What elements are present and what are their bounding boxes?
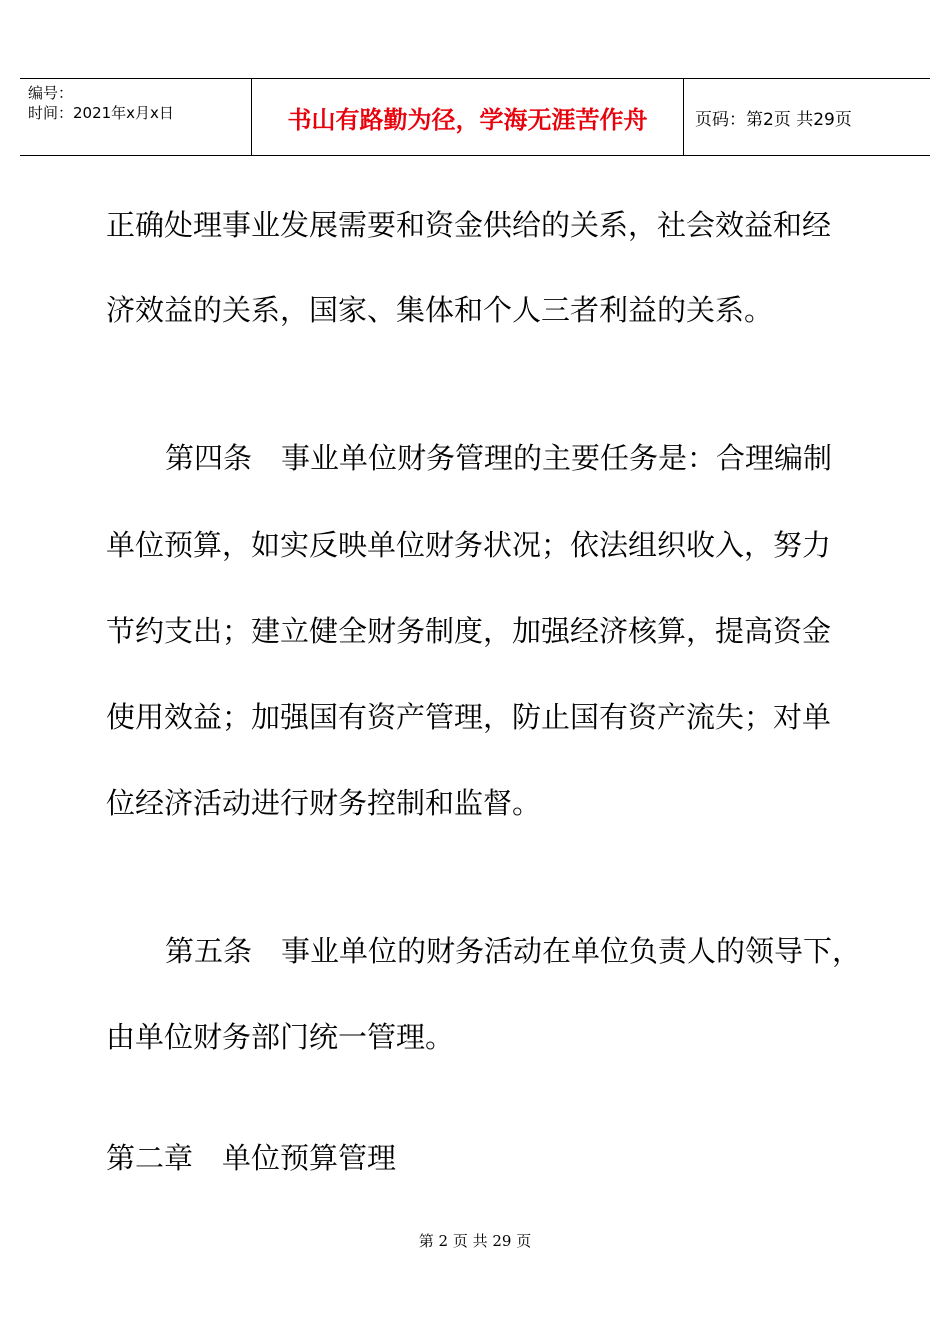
article-4-heading-line: 第四条 事业单位财务管理的主要任务是：合理编制 (165, 441, 833, 475)
header-page-number: 页码：第2页 共29页 (695, 109, 852, 130)
paragraph-line: 节约支出；建立健全财务制度，加强经济核算，提高资金 (106, 614, 832, 648)
header-page-cell (684, 79, 930, 155)
header-motto-cell (252, 79, 684, 155)
paragraph-line: 正确处理事业发展需要和资金供给的关系，社会效益和经 (106, 208, 832, 242)
page-footer (0, 1230, 950, 1251)
page-header (20, 78, 930, 156)
paragraph-line: 单位预算，如实反映单位财务状况；依法组织收入，努力 (106, 528, 832, 562)
header-meta (20, 79, 252, 155)
footer-page-number: 第 2 页 共 29 页 (418, 1232, 532, 1250)
paragraph-line: 使用效益；加强国有资产管理，防止国有资产流失；对单 (106, 700, 832, 734)
chapter-heading: 第二章 单位预算管理 (106, 1141, 397, 1175)
header-motto: 书山有路勤为径，学海无涯苦作舟 (287, 105, 648, 134)
paragraph-line: 位经济活动进行财务控制和监督。 (106, 786, 542, 820)
date-label: 时间：2021年x月x日 (28, 104, 174, 122)
serial-number-label: 编号： (28, 84, 74, 102)
paragraph-line: 济效益的关系，国家、集体和个人三者利益的关系。 (106, 293, 774, 327)
paragraph-line: 由单位财务部门统一管理。 (106, 1020, 455, 1054)
article-5-heading-line: 第五条 事业单位的财务活动在单位负责人的领导下， (165, 934, 862, 968)
